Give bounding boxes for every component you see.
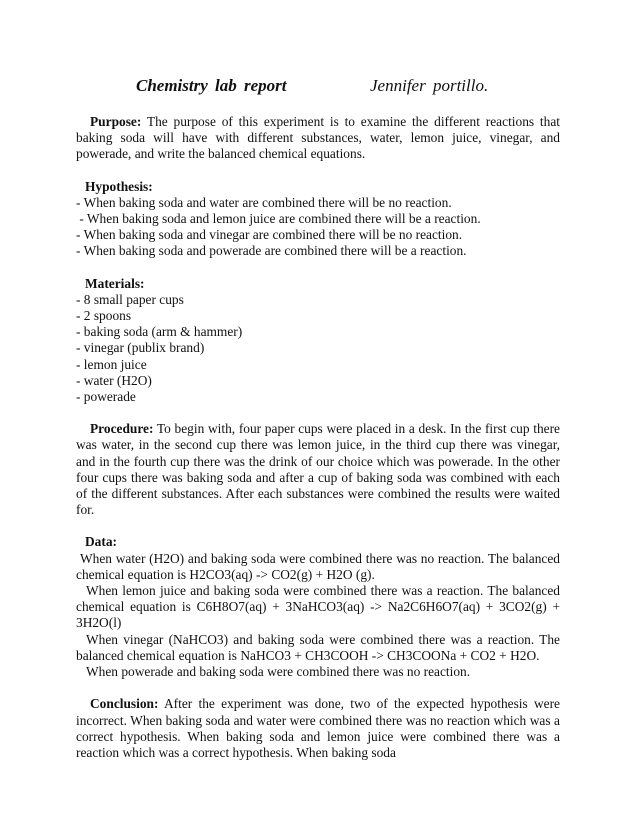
conclusion-text: After the experiment was done, two of the expected hypothesis were incorrect. When baking soda and water were combined there was no reaction which was a correct hypothesis. When baking soda and lemon juice were combined there was a reaction which was a correct hypothesis. When baking soda <box>76 696 560 760</box>
hypothesis-section <box>76 179 560 260</box>
data-section <box>76 534 560 680</box>
data-entry: When powerade and baking soda were combined there was no reaction. <box>86 664 471 680</box>
procedure-section <box>76 421 560 518</box>
materials-item: - powerade <box>76 389 136 405</box>
data-entry: When vinegar (NaHCO3) and baking soda were combined there was a reaction. The balanced chemical equation is NaHCO3 + CH3COOH -> CH3COONa + CO2 + H2O. <box>76 631 560 663</box>
data-entry: When water (H2O) and baking soda were combined there was no reaction. The balanced chemical equation is H2CO3(aq) -> CO2(g) + H2O (g). <box>76 550 560 582</box>
conclusion-paragraph <box>76 696 560 761</box>
materials-item: - 8 small paper cups <box>76 291 184 307</box>
materials-item: - 2 spoons <box>76 308 132 324</box>
materials-section <box>76 276 560 406</box>
conclusion-section <box>76 696 560 761</box>
author-name: Jennifer portillo. <box>370 76 489 95</box>
hypothesis-label: Hypothesis: <box>85 178 153 194</box>
report-title-row <box>0 76 638 100</box>
materials-item: - vinegar (publix brand) <box>76 340 205 356</box>
hypothesis-item: - When baking soda and powerade are combined there will be a reaction. <box>76 243 467 259</box>
data-entry: When lemon juice and baking soda were combined there was a reaction. The balanced chemical equation is C6H8O7(aq) + 3NaHCO3(aq) -> Na2C6H6O7(aq) + 3CO2(g) + 3H2O(l) <box>76 583 560 631</box>
materials-item: - water (H2O) <box>76 372 152 388</box>
purpose-label: Purpose: <box>90 114 142 129</box>
materials-label: Materials: <box>85 275 145 291</box>
purpose-section <box>76 114 560 163</box>
materials-item: - baking soda (arm & hammer) <box>76 324 243 340</box>
report-body <box>76 114 560 777</box>
hypothesis-item: - When baking soda and vinegar are combined there will be no reaction. <box>76 227 463 243</box>
purpose-paragraph <box>76 114 560 163</box>
materials-item: - lemon juice <box>76 356 147 372</box>
procedure-paragraph <box>76 421 560 518</box>
data-label: Data: <box>85 534 117 550</box>
report-title: Chemistry lab report <box>136 76 287 95</box>
procedure-text: To begin with, four paper cups were placed in a desk. In the first cup there was water, in the second cup there was lemon juice, in the third cup there was vinegar, and in the fourth cup there was the drink of our choice which was powerade. In the other four cups there was baking soda and after a cup of baking soda was combined with each of the different substances. After each substances were combined the results were waited for. <box>76 421 560 518</box>
procedure-label: Procedure: <box>90 421 154 437</box>
conclusion-label: Conclusion: <box>90 696 159 712</box>
hypothesis-item: - When baking soda and lemon juice are combined there will be a reaction. <box>76 211 481 227</box>
hypothesis-item: - When baking soda and water are combined there will be no reaction. <box>76 194 452 210</box>
purpose-text: The purpose of this experiment is to examine the different reactions that baking soda will have with different substances, water, lemon juice, vinegar, and powerade, and write the balanced chemical equations. <box>76 114 560 162</box>
